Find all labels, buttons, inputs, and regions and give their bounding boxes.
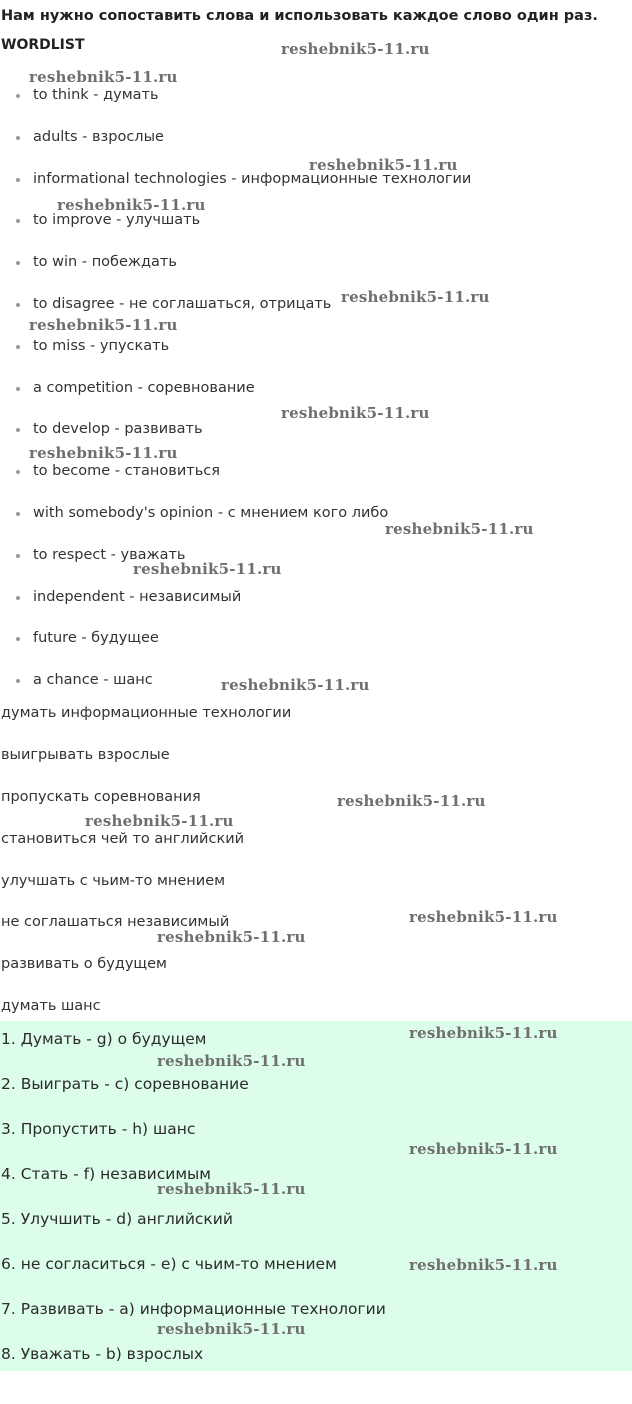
bullet-icon: [16, 136, 20, 140]
bullet-icon: [16, 345, 20, 349]
wordlist-item: to improve - улучшать: [33, 212, 200, 228]
answer-line: 3. Пропустить - h) шанс: [1, 1120, 196, 1138]
task-heading: Нам нужно сопоставить слова и использовать каждое слово один раз.: [1, 8, 598, 24]
answer-line: 4. Стать - f) независимым: [1, 1165, 211, 1183]
wordlist-item: independent - независимый: [33, 589, 241, 605]
bullet-icon: [16, 219, 20, 223]
watermark: reshebnik5-11.ru: [157, 928, 306, 946]
bullet-icon: [16, 637, 20, 641]
answer-line: 5. Улучшить - d) английский: [1, 1210, 233, 1228]
watermark: reshebnik5-11.ru: [409, 1140, 558, 1158]
watermark: reshebnik5-11.ru: [157, 1180, 306, 1198]
watermark: reshebnik5-11.ru: [409, 1256, 558, 1274]
answers-box: [0, 1021, 632, 1371]
wordlist-item: to develop - развивать: [33, 421, 203, 437]
bullet-icon: [16, 428, 20, 432]
wordlist-item: to respect - уважать: [33, 547, 185, 563]
answer-line: 2. Выиграть - c) соревнование: [1, 1075, 249, 1093]
pair-line: улучшать с чьим-то мнением: [1, 873, 226, 889]
wordlist-item: to miss - упускать: [33, 338, 169, 354]
watermark: reshebnik5-11.ru: [221, 676, 370, 694]
wordlist-item: to disagree - не соглашаться, отрицать: [33, 296, 331, 312]
watermark: reshebnik5-11.ru: [85, 812, 234, 830]
pair-line: развивать о будущем: [1, 956, 167, 972]
watermark: reshebnik5-11.ru: [409, 1024, 558, 1042]
wordlist-item: to win - побеждать: [33, 254, 177, 270]
pair-line: выигрывать взрослые: [1, 747, 170, 763]
answer-line: 7. Развивать - a) информационные технологии: [1, 1300, 386, 1318]
watermark: reshebnik5-11.ru: [409, 908, 558, 926]
watermark: reshebnik5-11.ru: [385, 520, 534, 538]
wordlist-item: to think - думать: [33, 87, 159, 103]
answer-line: 1. Думать - g) о будущем: [1, 1030, 207, 1048]
wordlist-item: future - будущее: [33, 630, 159, 646]
wordlist-item: with somebody's opinion - с мнением кого либо: [33, 505, 388, 521]
bullet-icon: [16, 178, 20, 182]
watermark: reshebnik5-11.ru: [341, 288, 490, 306]
bullet-icon: [16, 94, 20, 98]
pair-line: не соглашаться независимый: [1, 914, 230, 930]
pair-line: становиться чей то английский: [1, 831, 245, 847]
bullet-icon: [16, 470, 20, 474]
watermark: reshebnik5-11.ru: [309, 156, 458, 174]
watermark: reshebnik5-11.ru: [337, 792, 486, 810]
watermark: reshebnik5-11.ru: [57, 196, 206, 214]
pair-line: думать шанс: [1, 998, 101, 1014]
bullet-icon: [16, 596, 20, 600]
bullet-icon: [16, 303, 20, 307]
wordlist-title: WORDLIST: [1, 37, 85, 53]
bullet-icon: [16, 387, 20, 391]
wordlist-item: a chance - шанс: [33, 672, 153, 688]
wordlist-item: informational technologies - информационные технологии: [33, 171, 471, 187]
wordlist-item: to become - становиться: [33, 463, 220, 479]
bullet-icon: [16, 512, 20, 516]
wordlist-item: adults - взрослые: [33, 129, 164, 145]
watermark: reshebnik5-11.ru: [281, 404, 430, 422]
watermark: reshebnik5-11.ru: [29, 316, 178, 334]
watermark: reshebnik5-11.ru: [29, 68, 178, 86]
answer-line: 8. Уважать - b) взрослых: [1, 1345, 204, 1363]
answer-line: 6. не согласиться - e) с чьим-то мнением: [1, 1255, 337, 1273]
watermark: reshebnik5-11.ru: [281, 40, 430, 58]
watermark: reshebnik5-11.ru: [157, 1052, 306, 1070]
pair-line: пропускать соревнования: [1, 789, 201, 805]
bullet-icon: [16, 261, 20, 265]
watermark: reshebnik5-11.ru: [157, 1320, 306, 1338]
pair-line: думать информационные технологии: [1, 705, 292, 721]
bullet-icon: [16, 679, 20, 683]
wordlist-item: a competition - соревнование: [33, 380, 255, 396]
bullet-icon: [16, 554, 20, 558]
watermark: reshebnik5-11.ru: [133, 560, 282, 578]
watermark: reshebnik5-11.ru: [29, 444, 178, 462]
